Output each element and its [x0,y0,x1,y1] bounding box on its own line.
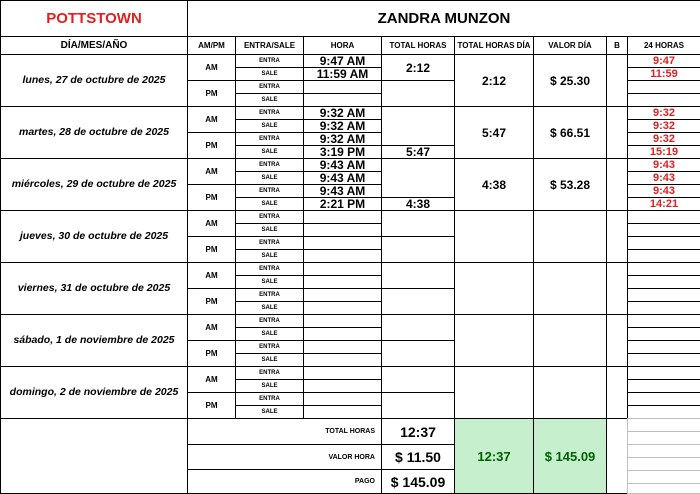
time-cell[interactable] [303,405,382,419]
footer-h24-cell [627,418,700,432]
day-date: miércoles, 29 de octubre de 2025 [0,158,188,211]
time-cell[interactable]: 9:32 AM [303,106,382,120]
time-cell[interactable] [303,80,382,94]
h24-cell [627,236,700,250]
h24-cell [627,288,700,302]
h24-cell: 15:19 [627,145,700,159]
day-date: jueves, 30 de octubre de 2025 [0,210,188,263]
pm-label: PM [187,184,236,211]
time-cell[interactable]: 3:19 PM [303,145,382,159]
header-dia: DÍA/MES/AÑO [0,36,188,55]
time-cell[interactable] [303,262,382,276]
sale-label: SALE [235,301,304,315]
h24-cell [627,210,700,224]
day-value-cell: $ 53.28 [533,158,607,211]
time-cell[interactable]: 9:32 AM [303,119,382,133]
total-horas-value: 12:37 [381,418,455,445]
pm-total-cell [381,80,455,107]
sale-label: SALE [235,171,304,185]
entra-label: ENTRA [235,54,304,68]
header-total-horas-dia: TOTAL HORAS DÍA [454,36,534,55]
footer-h24-cell [627,457,700,471]
pm-total-cell [381,340,455,367]
day-date: domingo, 2 de noviembre de 2025 [0,366,188,419]
h24-cell: 9:47 [627,54,700,68]
time-cell[interactable] [303,366,382,380]
pago-value: $ 145.09 [381,469,455,494]
am-label: AM [187,106,236,133]
h24-cell [627,340,700,354]
valor-hora-value: $ 11.50 [381,444,455,470]
b-cell [606,106,628,159]
h24-cell [627,275,700,289]
time-cell[interactable] [303,340,382,354]
day-value-cell: $ 66.51 [533,106,607,159]
sum-total-horas-dia: 12:37 [454,418,534,494]
h24-cell [627,262,700,276]
entra-label: ENTRA [235,392,304,406]
time-cell[interactable]: 9:43 AM [303,171,382,185]
entra-label: ENTRA [235,236,304,250]
employee-name: ZANDRA MUNZON [187,0,700,37]
pm-total-cell [381,236,455,263]
time-cell[interactable]: 9:43 AM [303,158,382,172]
entra-label: ENTRA [235,288,304,302]
footer-blank [0,418,188,494]
footer-h24-cell [627,431,700,445]
entra-label: ENTRA [235,106,304,120]
day-date: lunes, 27 de octubre de 2025 [0,54,188,107]
sale-label: SALE [235,275,304,289]
b-cell [606,210,628,263]
am-label: AM [187,54,236,81]
b-cell [606,54,628,107]
day-value-cell [533,262,607,315]
day-value-cell [533,314,607,367]
am-total-cell [381,158,455,198]
time-cell[interactable] [303,301,382,315]
location-title: POTTSTOWN [0,0,188,37]
h24-cell [627,223,700,237]
h24-cell [627,301,700,315]
entra-label: ENTRA [235,184,304,198]
time-cell[interactable] [303,288,382,302]
am-total-cell [381,366,455,393]
time-cell[interactable]: 9:43 AM [303,184,382,198]
h24-cell: 9:43 [627,158,700,172]
h24-cell [627,80,700,94]
am-label: AM [187,262,236,289]
entra-label: ENTRA [235,132,304,146]
time-cell[interactable] [303,353,382,367]
total-horas-label: TOTAL HORAS [187,418,382,445]
time-cell[interactable] [303,223,382,237]
sale-label: SALE [235,405,304,419]
sale-label: SALE [235,223,304,237]
time-cell[interactable] [303,249,382,263]
footer-h24-cell [627,470,700,484]
am-label: AM [187,158,236,185]
h24-cell: 9:32 [627,132,700,146]
day-value-cell: $ 25.30 [533,54,607,107]
day-total-cell: 4:38 [454,158,534,211]
day-total-cell [454,314,534,367]
day-total-cell [454,210,534,263]
sale-label: SALE [235,145,304,159]
b-cell [606,314,628,367]
pm-total-cell [381,288,455,315]
h24-cell: 9:43 [627,171,700,185]
time-cell[interactable] [303,392,382,406]
time-cell[interactable]: 9:47 AM [303,54,382,68]
day-date: martes, 28 de octubre de 2025 [0,106,188,159]
day-total-cell [454,262,534,315]
entra-label: ENTRA [235,366,304,380]
header-valor-dia: VALOR DÍA [533,36,607,55]
sale-label: SALE [235,93,304,107]
h24-cell [627,327,700,341]
time-cell[interactable] [303,210,382,224]
day-total-cell: 2:12 [454,54,534,107]
h24-cell: 9:32 [627,106,700,120]
h24-cell: 9:32 [627,119,700,133]
day-value-cell [533,366,607,419]
sale-label: SALE [235,327,304,341]
time-cell[interactable]: 9:32 AM [303,132,382,146]
pm-label: PM [187,132,236,159]
footer-h24-cell [627,444,700,458]
footer-b-cell [606,418,628,494]
entra-label: ENTRA [235,314,304,328]
h24-cell [627,392,700,406]
sale-label: SALE [235,67,304,81]
sale-label: SALE [235,353,304,367]
pm-total-cell [381,392,455,419]
header-entra-sale: ENTRA/SALE [235,36,304,55]
time-cell[interactable] [303,236,382,250]
h24-cell [627,314,700,328]
entra-label: ENTRA [235,340,304,354]
header-b: B [606,36,628,55]
h24-cell [627,249,700,263]
am-label: AM [187,314,236,341]
sum-valor-dia: $ 145.09 [533,418,607,494]
header-total-horas: TOTAL HORAS [381,36,455,55]
time-cell[interactable] [303,93,382,107]
h24-cell [627,93,700,107]
am-total-cell: 2:12 [381,54,455,81]
sale-label: SALE [235,249,304,263]
entra-label: ENTRA [235,80,304,94]
h24-cell [627,353,700,367]
day-value-cell [533,210,607,263]
pm-label: PM [187,236,236,263]
h24-cell [627,405,700,419]
am-label: AM [187,210,236,237]
time-cell[interactable] [303,327,382,341]
time-cell[interactable]: 11:59 AM [303,67,382,81]
time-cell[interactable] [303,314,382,328]
pm-total-cell: 4:38 [381,197,455,211]
am-label: AM [187,366,236,393]
sale-label: SALE [235,379,304,393]
entra-label: ENTRA [235,158,304,172]
sale-label: SALE [235,197,304,211]
day-date: sábado, 1 de noviembre de 2025 [0,314,188,367]
h24-cell: 9:43 [627,184,700,198]
sale-label: SALE [235,119,304,133]
header-hora: HORA [303,36,382,55]
day-total-cell [454,366,534,419]
footer-h24-cell [627,483,700,494]
entra-label: ENTRA [235,210,304,224]
time-cell[interactable] [303,379,382,393]
b-cell [606,262,628,315]
time-cell[interactable]: 2:21 PM [303,197,382,211]
pm-total-cell: 5:47 [381,145,455,159]
am-total-cell [381,262,455,289]
am-total-cell [381,210,455,237]
h24-cell: 11:59 [627,67,700,81]
pago-label: PAGO [187,469,382,494]
time-cell[interactable] [303,275,382,289]
pm-label: PM [187,288,236,315]
h24-cell [627,366,700,380]
pm-label: PM [187,80,236,107]
header-h24: 24 HORAS [627,36,700,55]
pm-label: PM [187,392,236,419]
pm-label: PM [187,340,236,367]
valor-hora-label: VALOR HORA [187,444,382,470]
h24-cell: 14:21 [627,197,700,211]
day-date: viernes, 31 de octubre de 2025 [0,262,188,315]
b-cell [606,158,628,211]
header-ampm: AM/PM [187,36,236,55]
entra-label: ENTRA [235,262,304,276]
b-cell [606,366,628,419]
am-total-cell [381,314,455,341]
day-total-cell: 5:47 [454,106,534,159]
am-total-cell [381,106,455,146]
h24-cell [627,379,700,393]
